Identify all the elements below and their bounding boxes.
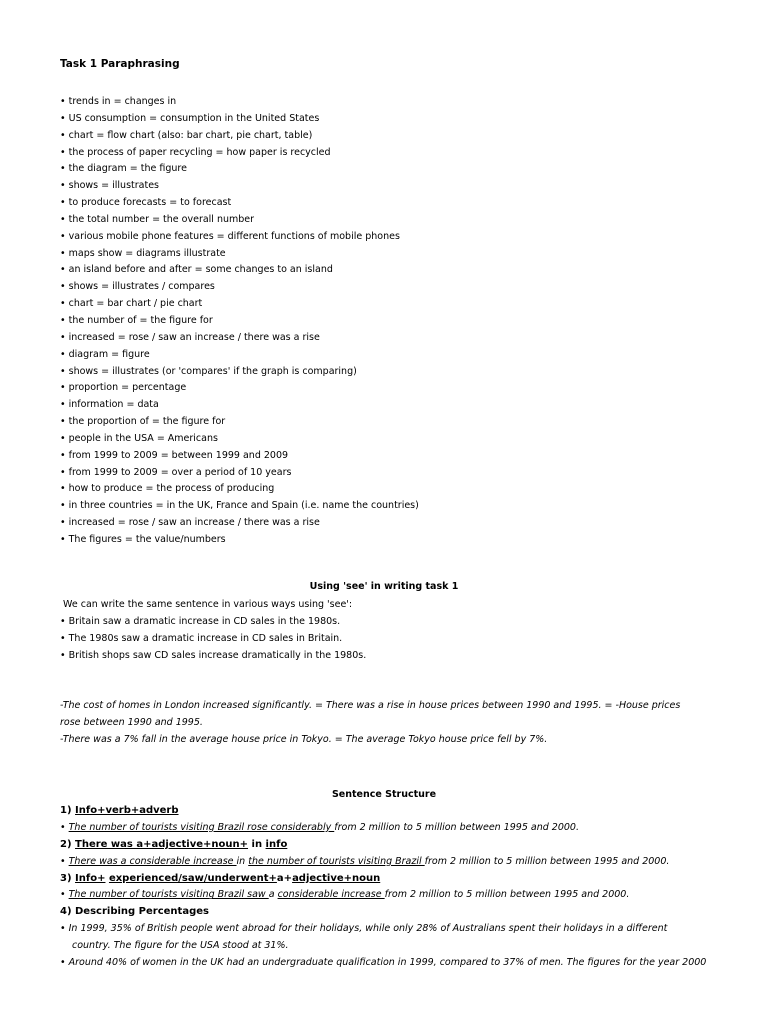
paraphrase-item: • various mobile phone features = different functions of mobile phones: [60, 230, 400, 242]
paraphrase-item: • information = data: [60, 399, 159, 411]
structure-number: 1): [60, 805, 76, 816]
paraphrase-item: • proportion = percentage: [60, 382, 187, 394]
structure-1-example: [60, 820, 740, 837]
paraphrase-item: • the diagram = the figure: [60, 163, 187, 175]
structure-formula: Info+: [75, 872, 106, 884]
example-text: from 2 million to 5 million between 1995 and 2000.: [334, 821, 579, 833]
paraphrase-item: • maps show = diagrams illustrate: [60, 247, 226, 259]
example-paragraph: -The cost of homes in London increased significantly. = There was a rise in house prices between 1990 and 1995. = -House prices rose between 1990 and 1995.: [60, 700, 681, 728]
structure-2-heading: [60, 837, 740, 854]
see-item: • Britain saw a dramatic increase in CD sales in the 1980s.: [60, 615, 341, 627]
paraphrase-item: • The figures = the value/numbers: [60, 533, 226, 545]
structure-formula: There was a+adjective+noun+: [75, 838, 249, 850]
paraphrase-item: • to produce forecasts = to forecast: [60, 197, 232, 209]
structure-joiner: a+: [276, 872, 293, 884]
bullet: •: [60, 889, 69, 901]
structure-4-example: • In 1999, 35% of British people went abroad for their holidays, while only 28% of Australians spent their holidays in a different: [60, 923, 668, 935]
paraphrase-item: • how to produce = the process of producing: [60, 483, 275, 495]
example-text: a: [268, 889, 278, 901]
sentence-structure-heading: Sentence Structure: [331, 789, 437, 800]
structure-1-heading: [60, 803, 740, 820]
sentence-structure-section: [60, 803, 740, 972]
example-underlined: the number of tourists visiting Brazil: [248, 855, 425, 867]
structure-formula: Info+verb+adverb: [75, 805, 179, 816]
paraphrase-item: • increased = rose / saw an increase / there was a rise: [60, 331, 320, 343]
paraphrase-item: • from 1999 to 2009 = over a period of 10 years: [60, 466, 292, 478]
see-intro: We can write the same sentence in various ways using 'see':: [60, 599, 353, 610]
see-item: • The 1980s saw a dramatic increase in CD sales in Britain.: [60, 632, 343, 644]
paraphrase-list: [60, 94, 419, 549]
bullet: •: [60, 855, 69, 867]
example-underlined: There was a considerable increase: [68, 855, 237, 867]
example-paragraph: -There was a 7% fall in the average house price in Tokyo. = The average Tokyo house price fell by 7%.: [60, 734, 548, 745]
bullet: •: [60, 821, 69, 833]
structure-3-heading: [60, 871, 740, 888]
page-title: Task 1 Paraphrasing: [60, 58, 180, 70]
paraphrase-item: • the number of = the figure for: [60, 314, 213, 326]
paraphrase-item: • from 1999 to 2009 = between 1999 and 2009: [60, 449, 289, 461]
paraphrase-item: • people in the USA = Americans: [60, 432, 218, 444]
example-underlined: The number of tourists visiting Brazil rose considerably: [68, 821, 335, 833]
paraphrase-item: • the proportion of = the figure for: [60, 416, 226, 428]
paraphrase-item: • US consumption = consumption in the United States: [60, 112, 320, 124]
paraphrase-item: • shows = illustrates: [60, 180, 159, 192]
paraphrase-item: • the total number = the overall number: [60, 213, 255, 225]
paraphrase-item: • shows = illustrates (or 'compares' if the graph is comparing): [60, 365, 357, 377]
structure-2-example: [60, 854, 740, 871]
structure-4-example-continued: country. The figure for the USA stood at 31%.: [72, 940, 289, 952]
structure-number: 2): [60, 838, 76, 850]
structure-formula: adjective+noun: [292, 872, 381, 884]
paraphrase-item: • the process of paper recycling = how paper is recycled: [60, 146, 331, 158]
paraphrase-item: • increased = rose / saw an increase / there was a rise: [60, 517, 320, 529]
structure-number: 3): [60, 872, 76, 884]
see-item: • British shops saw CD sales increase dramatically in the 1980s.: [60, 649, 367, 661]
example-text: in: [236, 855, 249, 867]
paraphrase-item: • trends in = changes in: [60, 96, 177, 107]
paraphrase-item: • shows = illustrates / compares: [60, 281, 215, 293]
paraphrase-item: • diagram = figure: [60, 348, 150, 360]
paraphrase-item: • in three countries = in the UK, France and Spain (i.e. name the countries): [60, 500, 419, 512]
see-section-heading: Using 'see' in writing task 1: [309, 581, 459, 592]
paraphrase-item: • chart = bar chart / pie chart: [60, 298, 203, 310]
example-underlined: considerable increase: [277, 889, 385, 901]
structure-joiner: in: [248, 838, 266, 850]
see-section: [60, 597, 366, 665]
structure-3-example: [60, 887, 740, 904]
example-text: from 2 million to 5 million between 1995 and 2000.: [424, 855, 670, 867]
example-text: from 2 million to 5 million between 1995 and 2000.: [384, 889, 630, 901]
structure-4-example: • Around 40% of women in the UK had an undergraduate qualification in 1999, compared to 37% of men. The figures for the year 2000: [60, 957, 707, 969]
structure-formula: experienced/saw/underwent+: [108, 872, 277, 884]
paraphrase-item: • an island before and after = some changes to an island: [60, 264, 333, 276]
structure-formula: info: [265, 838, 288, 850]
example-underlined: The number of tourists visiting Brazil saw: [68, 889, 269, 901]
structure-4-heading: 4) Describing Percentages: [60, 906, 209, 918]
paraphrase-item: • chart = flow chart (also: bar chart, pie chart, table): [60, 129, 313, 141]
